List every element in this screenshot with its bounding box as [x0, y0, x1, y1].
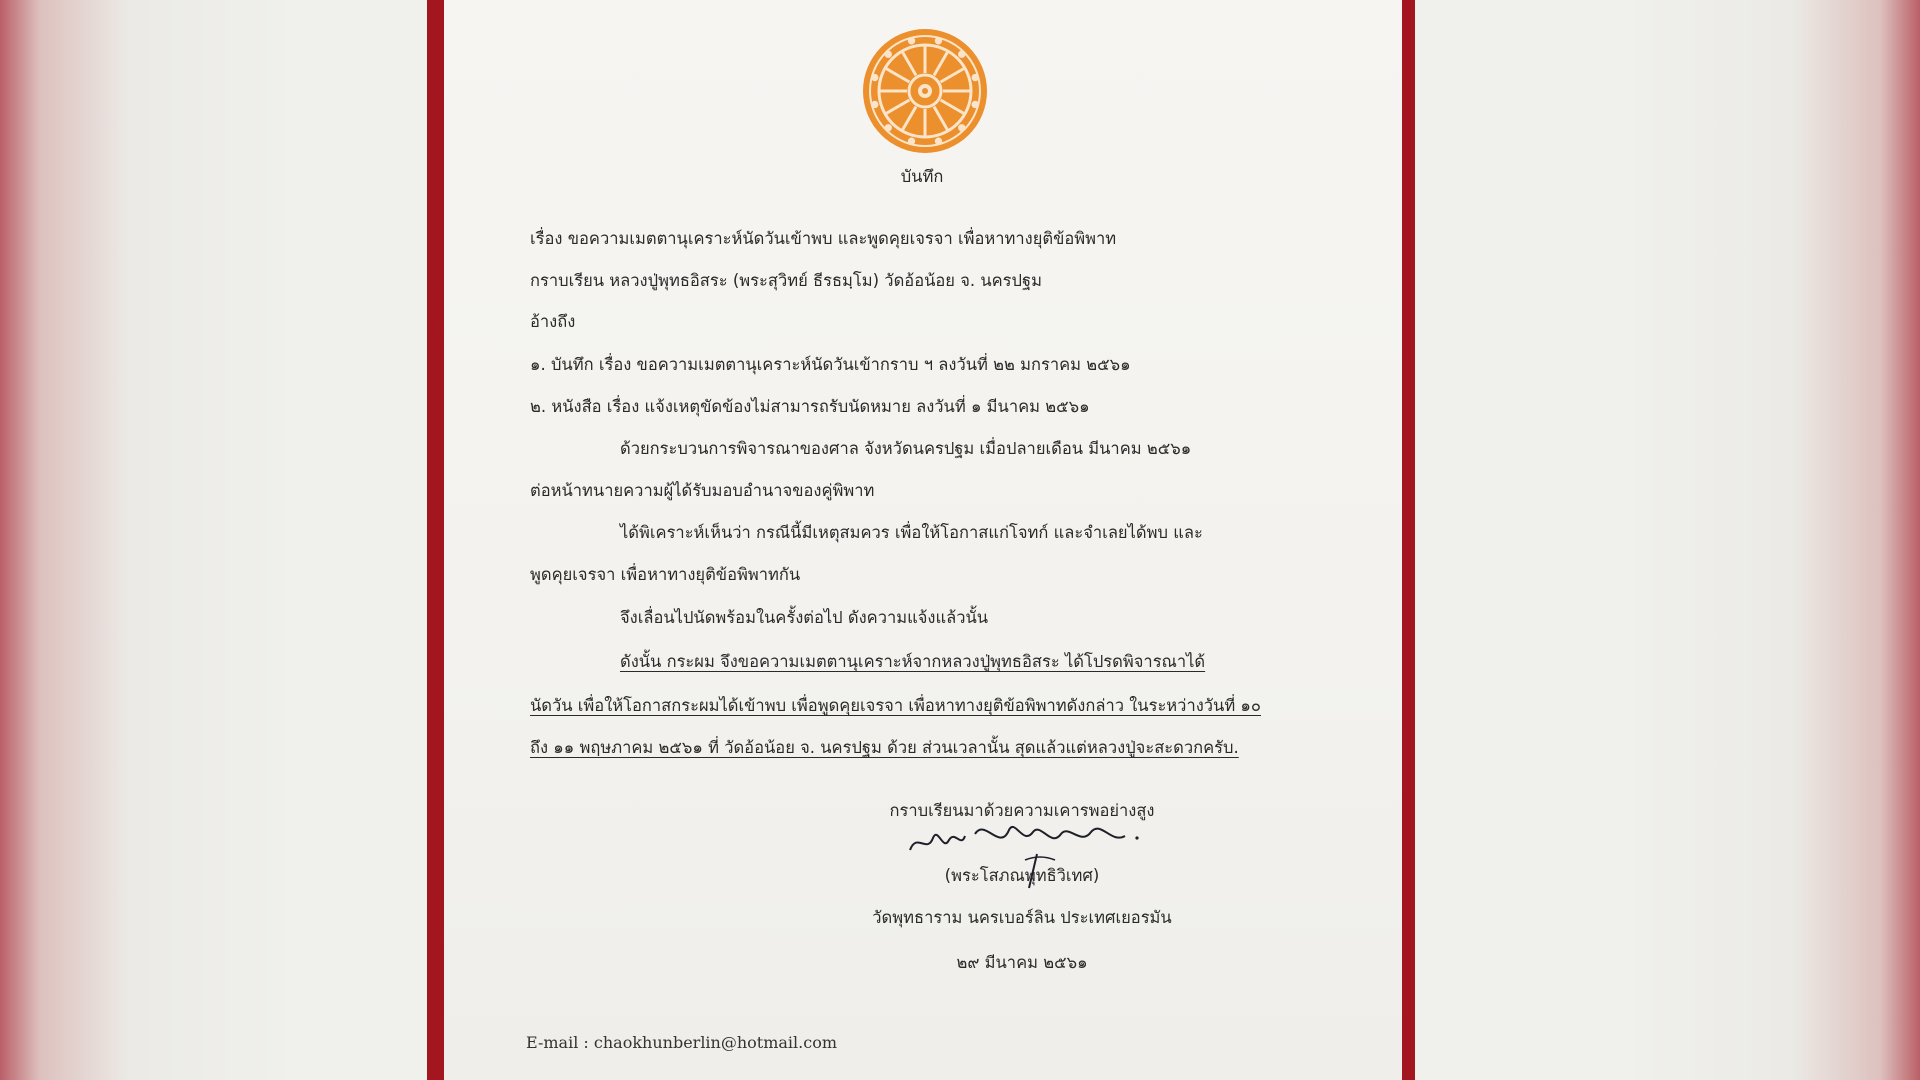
body-paragraph: ด้วยกระบวนการพิจารณาของศาล จังหวัดนครปฐม เมื่อปลายเดือน มีนาคม ๒๕๖๑ [620, 439, 1192, 458]
reference-item: ๒. หนังสือ เรื่อง แจ้งเหตุขัดข้องไม่สามารถรับนัดหมาย ลงวันที่ ๑ มีนาคม ๒๕๖๑ [530, 397, 1090, 416]
background-right [1415, 0, 1920, 1080]
body-paragraph: พูดคุยเจรจา เพื่อหาทางยุติข้อพิพาทกัน [530, 565, 801, 584]
reference-item: ๑. บันทึก เรื่อง ขอความเมตตานุเคราะห์นัดวันเข้ากราบ ฯ ลงวันที่ ๒๒ มกราคม ๒๕๖๑ [530, 355, 1131, 374]
reference-heading: อ้างถึง [530, 312, 576, 331]
email-address: chaokhunberlin@hotmail.com [593, 1033, 838, 1052]
dharma-wheel-icon [860, 26, 990, 156]
body-paragraph: จึงเลื่อนไปนัดพร้อมในครั้งต่อไป ดังความแจ้งแล้วนั้น [620, 608, 989, 627]
subject-line: เรื่อง ขอความเมตตานุเคราะห์นัดวันเข้าพบ และพูดคุยเจรจา เพื่อหาทางยุติข้อพิพาท [530, 229, 1117, 248]
signer-organization: วัดพุทธาราม นครเบอร์ลิน ประเทศเยอรมัน [872, 908, 1172, 927]
wheel-rim-dot [873, 75, 877, 79]
wheel-rim-dot [909, 139, 913, 143]
wheel-rim-dot [960, 52, 964, 56]
background-left [0, 0, 427, 1080]
wheel-rim-dot [886, 52, 890, 56]
document-date: ๒๙ มีนาคม ๒๕๖๑ [956, 953, 1088, 972]
closing-line: กราบเรียนมาด้วยความเคารพอย่างสูง [889, 801, 1155, 820]
wheel-rim-dot [960, 126, 964, 130]
document-paper [444, 0, 1402, 1080]
request-paragraph: นัดวัน เพื่อให้โอกาสกระผมได้เข้าพบ เพื่อพูดคุยเจรจา เพื่อหาทางยุติข้อพิพาทดังกล่าว ในระหว่างวันที่ ๑๐ [530, 696, 1261, 715]
request-paragraph: ถึง ๑๑ พฤษภาคม ๒๕๖๑ ที่ วัดอ้อน้อย จ. นครปฐม ด้วย ส่วนเวลานั้น สุดแล้วแต่หลวงปู่จะสะดวกครับ. [530, 738, 1239, 757]
request-paragraph: ดังนั้น กระผม จึงขอความเมตตานุเคราะห์จากหลวงปู่พุทธอิสระ ได้โปรดพิจารณาได้ [620, 652, 1206, 671]
contact-email [526, 1033, 837, 1052]
body-paragraph: ต่อหน้าทนายความผู้ได้รับมอบอำนาจของคู่พิพาท [530, 481, 875, 500]
wheel-rim-dot [973, 102, 977, 106]
signer-name: (พระโสภณพุทธิวิเทศ) [944, 866, 1100, 885]
wheel-rim-dot [936, 39, 940, 43]
wheel-rim-dot [936, 139, 940, 143]
email-label: E-mail : [526, 1033, 589, 1052]
body-paragraph: ได้พิเคราะห์เห็นว่า กรณีนี้มีเหตุสมควร เพื่อให้โอกาสแก่โจทก์ และจำเลยได้พบ และ [620, 523, 1203, 542]
wheel-rim-dot [909, 39, 913, 43]
wheel-rim-dot [873, 102, 877, 106]
document-title: บันทึก [900, 167, 944, 186]
salutation-line: กราบเรียน หลวงปู่พุทธอิสระ (พระสุวิทย์ ธีรธมฺโม) วัดอ้อน้อย จ. นครปฐม [530, 271, 1042, 290]
wheel-rim-dot [886, 126, 890, 130]
wheel-rim-dot [973, 75, 977, 79]
